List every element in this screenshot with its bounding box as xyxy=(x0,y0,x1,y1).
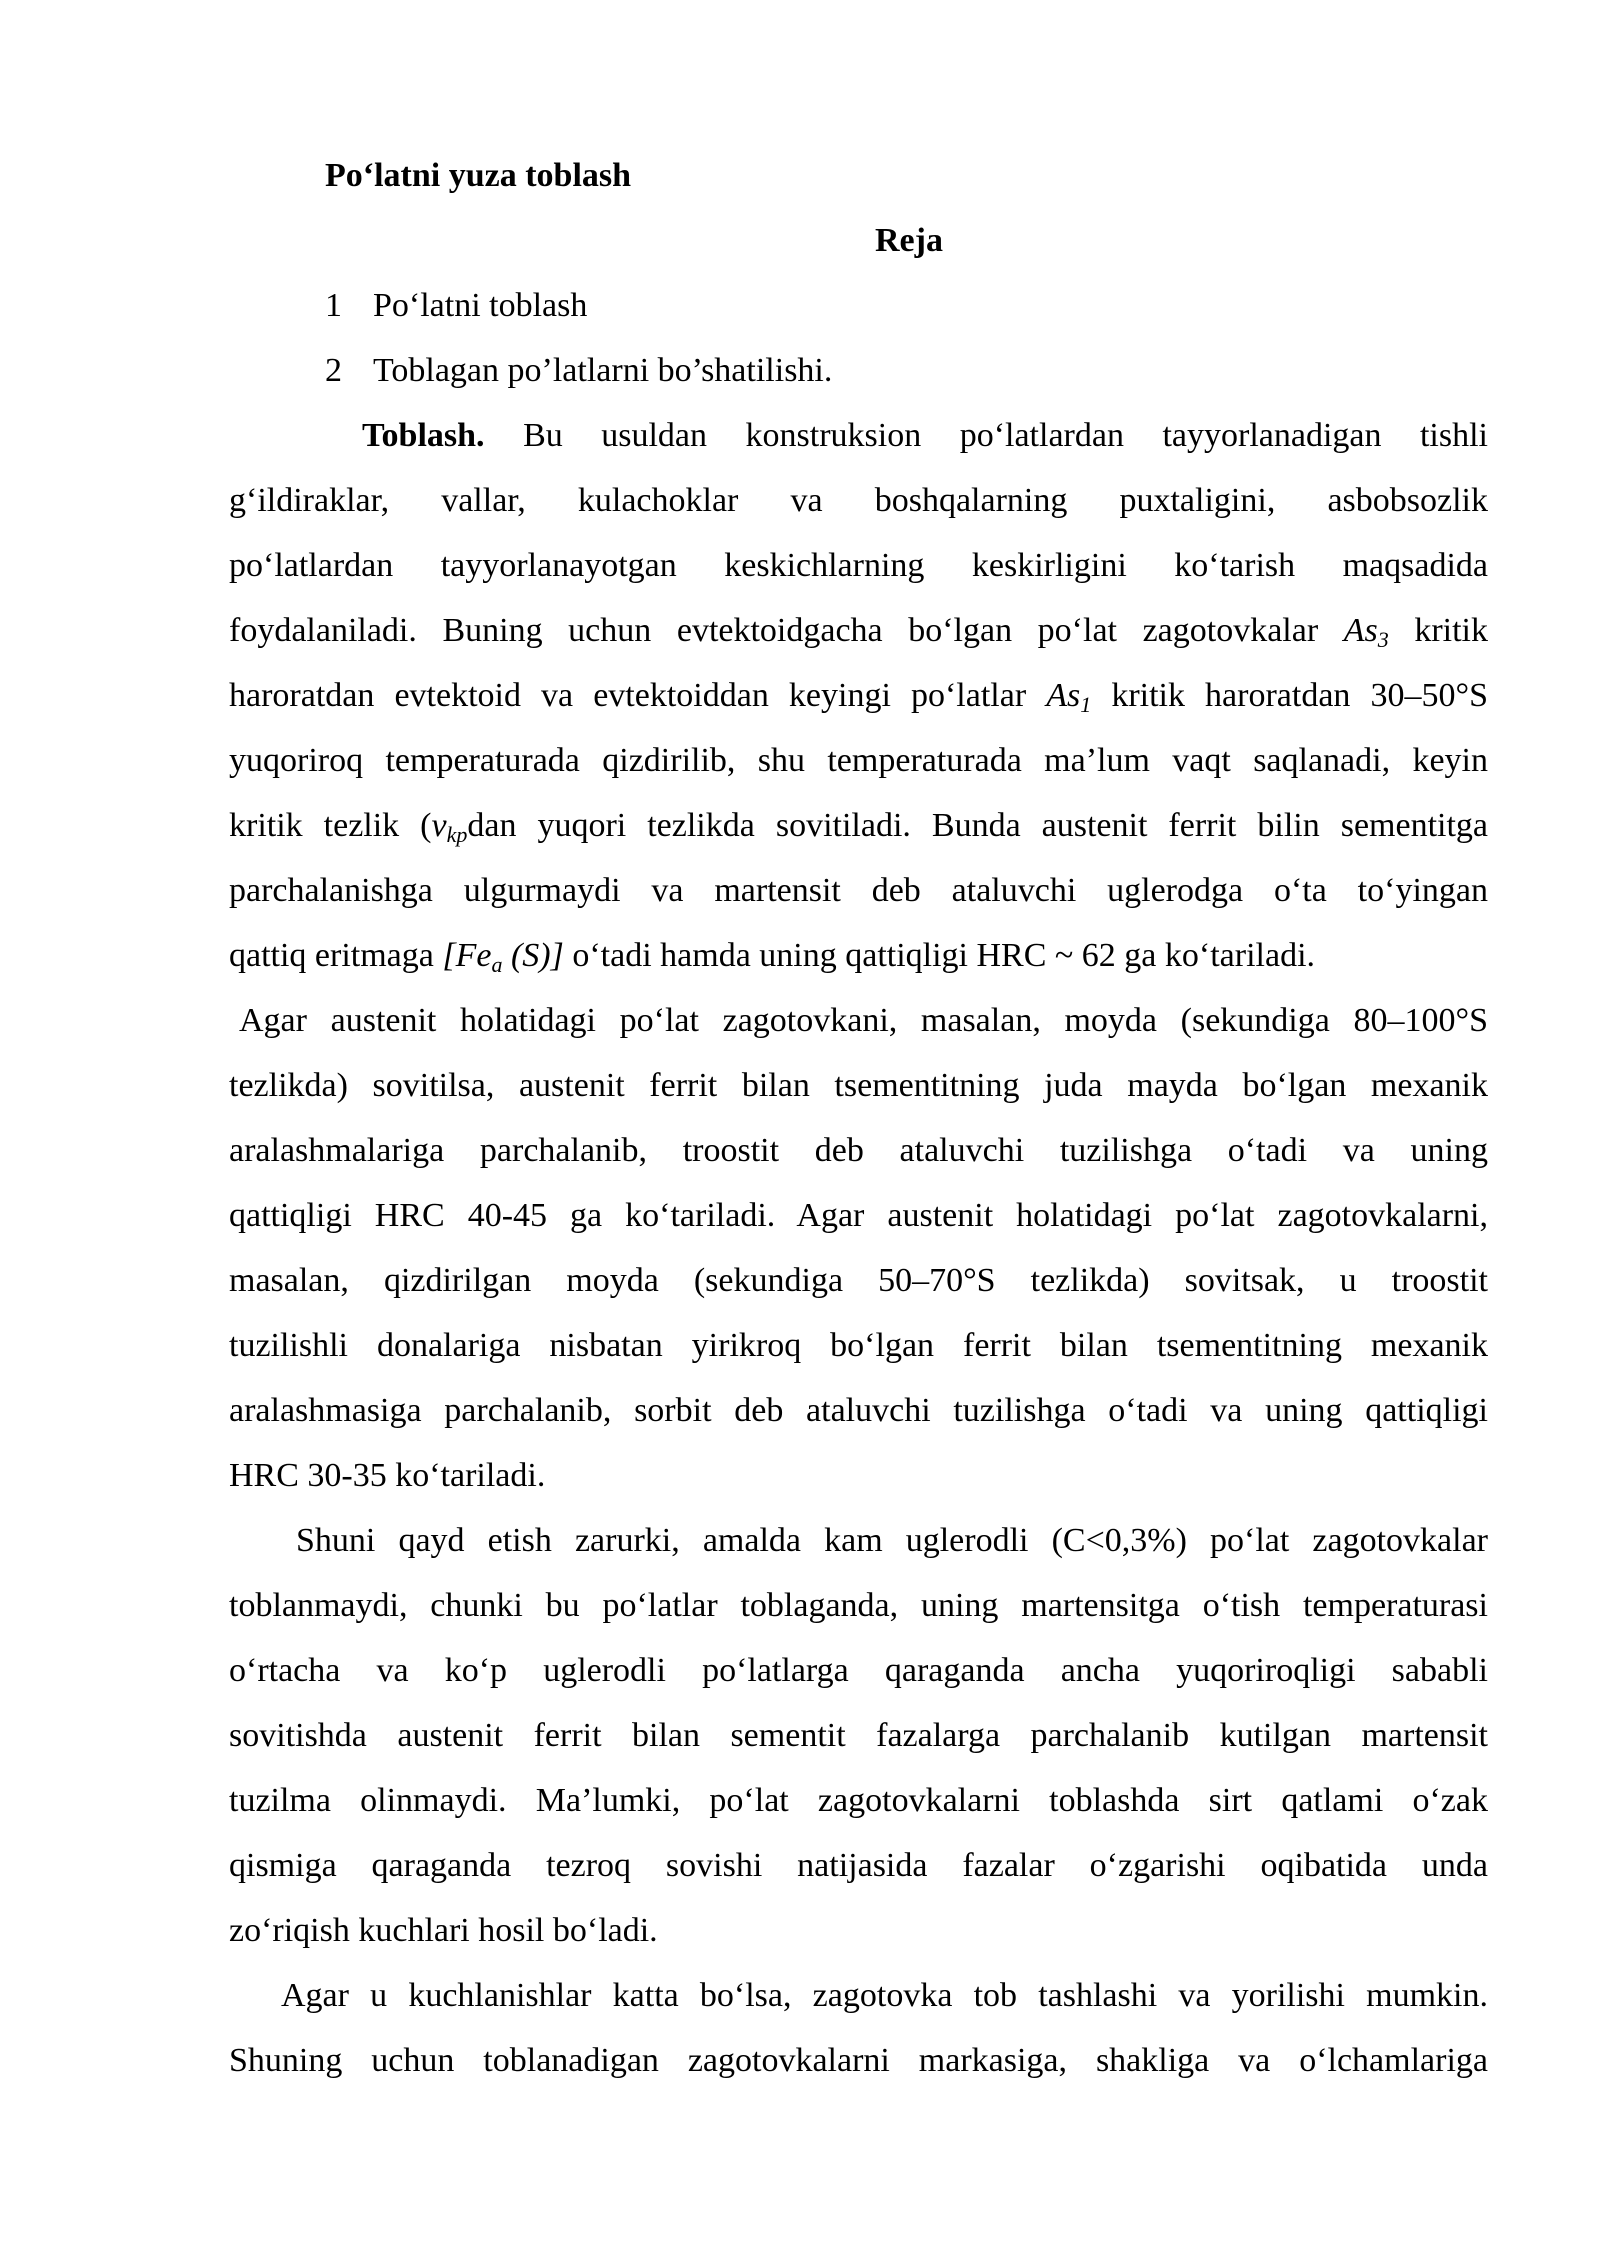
paragraph-line: Agar austenit holatidagi po‘lat zagotovkani, masalan, moyda (sekundiga 80–100°S xyxy=(239,1002,1488,1039)
paragraph-line: qattiqligi HRC 40-45 ga ko‘tariladi. Agar austenit holatidagi po‘lat zagotovkalarni, xyxy=(229,1197,1488,1234)
symbol: [Fe xyxy=(442,937,492,974)
paragraph-line xyxy=(229,936,1315,976)
paragraph-line: tuzilishli donalariga nisbatan yirikroq bo‘lgan ferrit bilan tsementitning mexanik xyxy=(229,1327,1488,1364)
plan-item xyxy=(325,351,832,391)
subscript: 1 xyxy=(1080,692,1092,717)
text-run: foydalaniladi. Buning uchun evtektoidgacha bo‘lgan po‘lat zagotovkalar xyxy=(229,612,1344,649)
paragraph-line: masalan, qizdirilgan moyda (sekundiga 50–70°S tezlikda) sovitsak, u troostit xyxy=(229,1262,1488,1299)
paragraph-line: Shuni qayd etish zarurki, amalda kam uglerodli (C<0,3%) po‘lat zagotovkalar xyxy=(296,1522,1488,1559)
paragraph-line: sovitishda austenit ferrit bilan sementit fazalarga parchalanib kutilgan martensit xyxy=(229,1717,1488,1754)
paragraph-line: tezlikda) sovitilsa, austenit ferrit bilan tsementitning juda mayda bo‘lgan mexanik xyxy=(229,1067,1488,1104)
paragraph-line: g‘ildiraklar, vallar, kulachoklar va boshqalarning puxtaligini, asbobsozlik xyxy=(229,482,1488,519)
paragraph-line: aralashmalariga parchalanib, troostit deb ataluvchi tuzilishga o‘tadi va uning xyxy=(229,1132,1488,1169)
paragraph-line xyxy=(229,676,1488,716)
text-run: haroratdan evtektoid va evtektoiddan keyingi po‘latlar xyxy=(229,677,1047,714)
plan-item-text: Toblagan po’latlarni bo’shatilishi. xyxy=(373,352,833,389)
paragraph-line: Agar u kuchlanishlar katta bo‘lsa, zagotovka tob tashlashi va yorilishi mumkin. xyxy=(281,1977,1488,2014)
paragraph-line: yuqoriroq temperaturada qizdirilib, shu temperaturada ma’lum vaqt saqlanadi, keyin xyxy=(229,742,1488,779)
text-run: kritik haroratdan 30–50°S xyxy=(1091,677,1489,714)
paragraph-line: o‘rtacha va ko‘p uglerodli po‘latlarga qaraganda ancha yuqoriroqligi sababli xyxy=(229,1652,1488,1689)
paragraph-line: qismiga qaraganda tezroq sovishi natijasida fazalar o‘zgarishi oqibatida unda xyxy=(229,1847,1488,1884)
paragraph-line: parchalanishga ulgurmaydi va martensit deb ataluvchi uglerodga o‘ta to‘yingan xyxy=(229,872,1488,909)
document-title: Po‘latni yuza toblash xyxy=(325,157,632,194)
paragraph-line: tuzilma olinmaydi. Ma’lumki, po‘lat zagotovkalarni toblashda sirt qatlami o‘zak xyxy=(229,1782,1488,1819)
subscript: a xyxy=(491,952,503,977)
plan-item-number: 1 xyxy=(325,287,342,324)
paragraph-line: HRC 30-35 ko‘tariladi. xyxy=(229,1457,546,1494)
text-run: qattiq eritmaga xyxy=(229,937,443,974)
plan-item-text: Po‘latni toblash xyxy=(373,287,588,324)
paragraph-line: Shuning uchun toblanadigan zagotovkalarni markasiga, shakliga va o‘lchamlariga xyxy=(229,2042,1488,2079)
paragraph-line: aralashmasiga parchalanib, sorbit deb ataluvchi tuzilishga o‘tadi va uning qattiqligi xyxy=(229,1392,1488,1429)
paragraph-line: zo‘riqish kuchlari hosil bo‘ladi. xyxy=(229,1912,658,1949)
plan-heading: Reja xyxy=(875,222,943,259)
symbol: As xyxy=(1343,612,1378,649)
paragraph-line xyxy=(362,416,1488,456)
paragraph-line xyxy=(229,611,1488,651)
text-run: kritik xyxy=(1388,612,1488,649)
plan-item-number: 2 xyxy=(325,352,342,389)
plan-item xyxy=(325,286,587,326)
symbol: (S)] xyxy=(502,937,564,974)
symbol: As xyxy=(1046,677,1081,714)
text-run: dan yuqori tezlikda sovitiladi. Bunda austenit ferrit bilin sementitga xyxy=(467,807,1488,844)
text-run: o‘tadi hamda uning qattiqligi HRC ~ 62 ga ko‘tariladi. xyxy=(563,937,1316,974)
symbol: v xyxy=(431,807,447,844)
term-bold: Toblash. xyxy=(362,417,485,454)
text-run: kritik tezlik ( xyxy=(229,807,432,844)
subscript: kp xyxy=(446,822,468,847)
paragraph-line: po‘latlardan tayyorlanayotgan keskichlarning keskirligini ko‘tarish maqsadida xyxy=(229,547,1488,584)
text-run: Bu usuldan konstruksion po‘latlardan tayyorlanadigan tishli xyxy=(484,417,1488,454)
paragraph-line: toblanmaydi, chunki bu po‘latlar toblaganda, uning martensitga o‘tish temperaturasi xyxy=(229,1587,1488,1624)
paragraph-line xyxy=(229,806,1488,846)
subscript: 3 xyxy=(1377,627,1389,652)
